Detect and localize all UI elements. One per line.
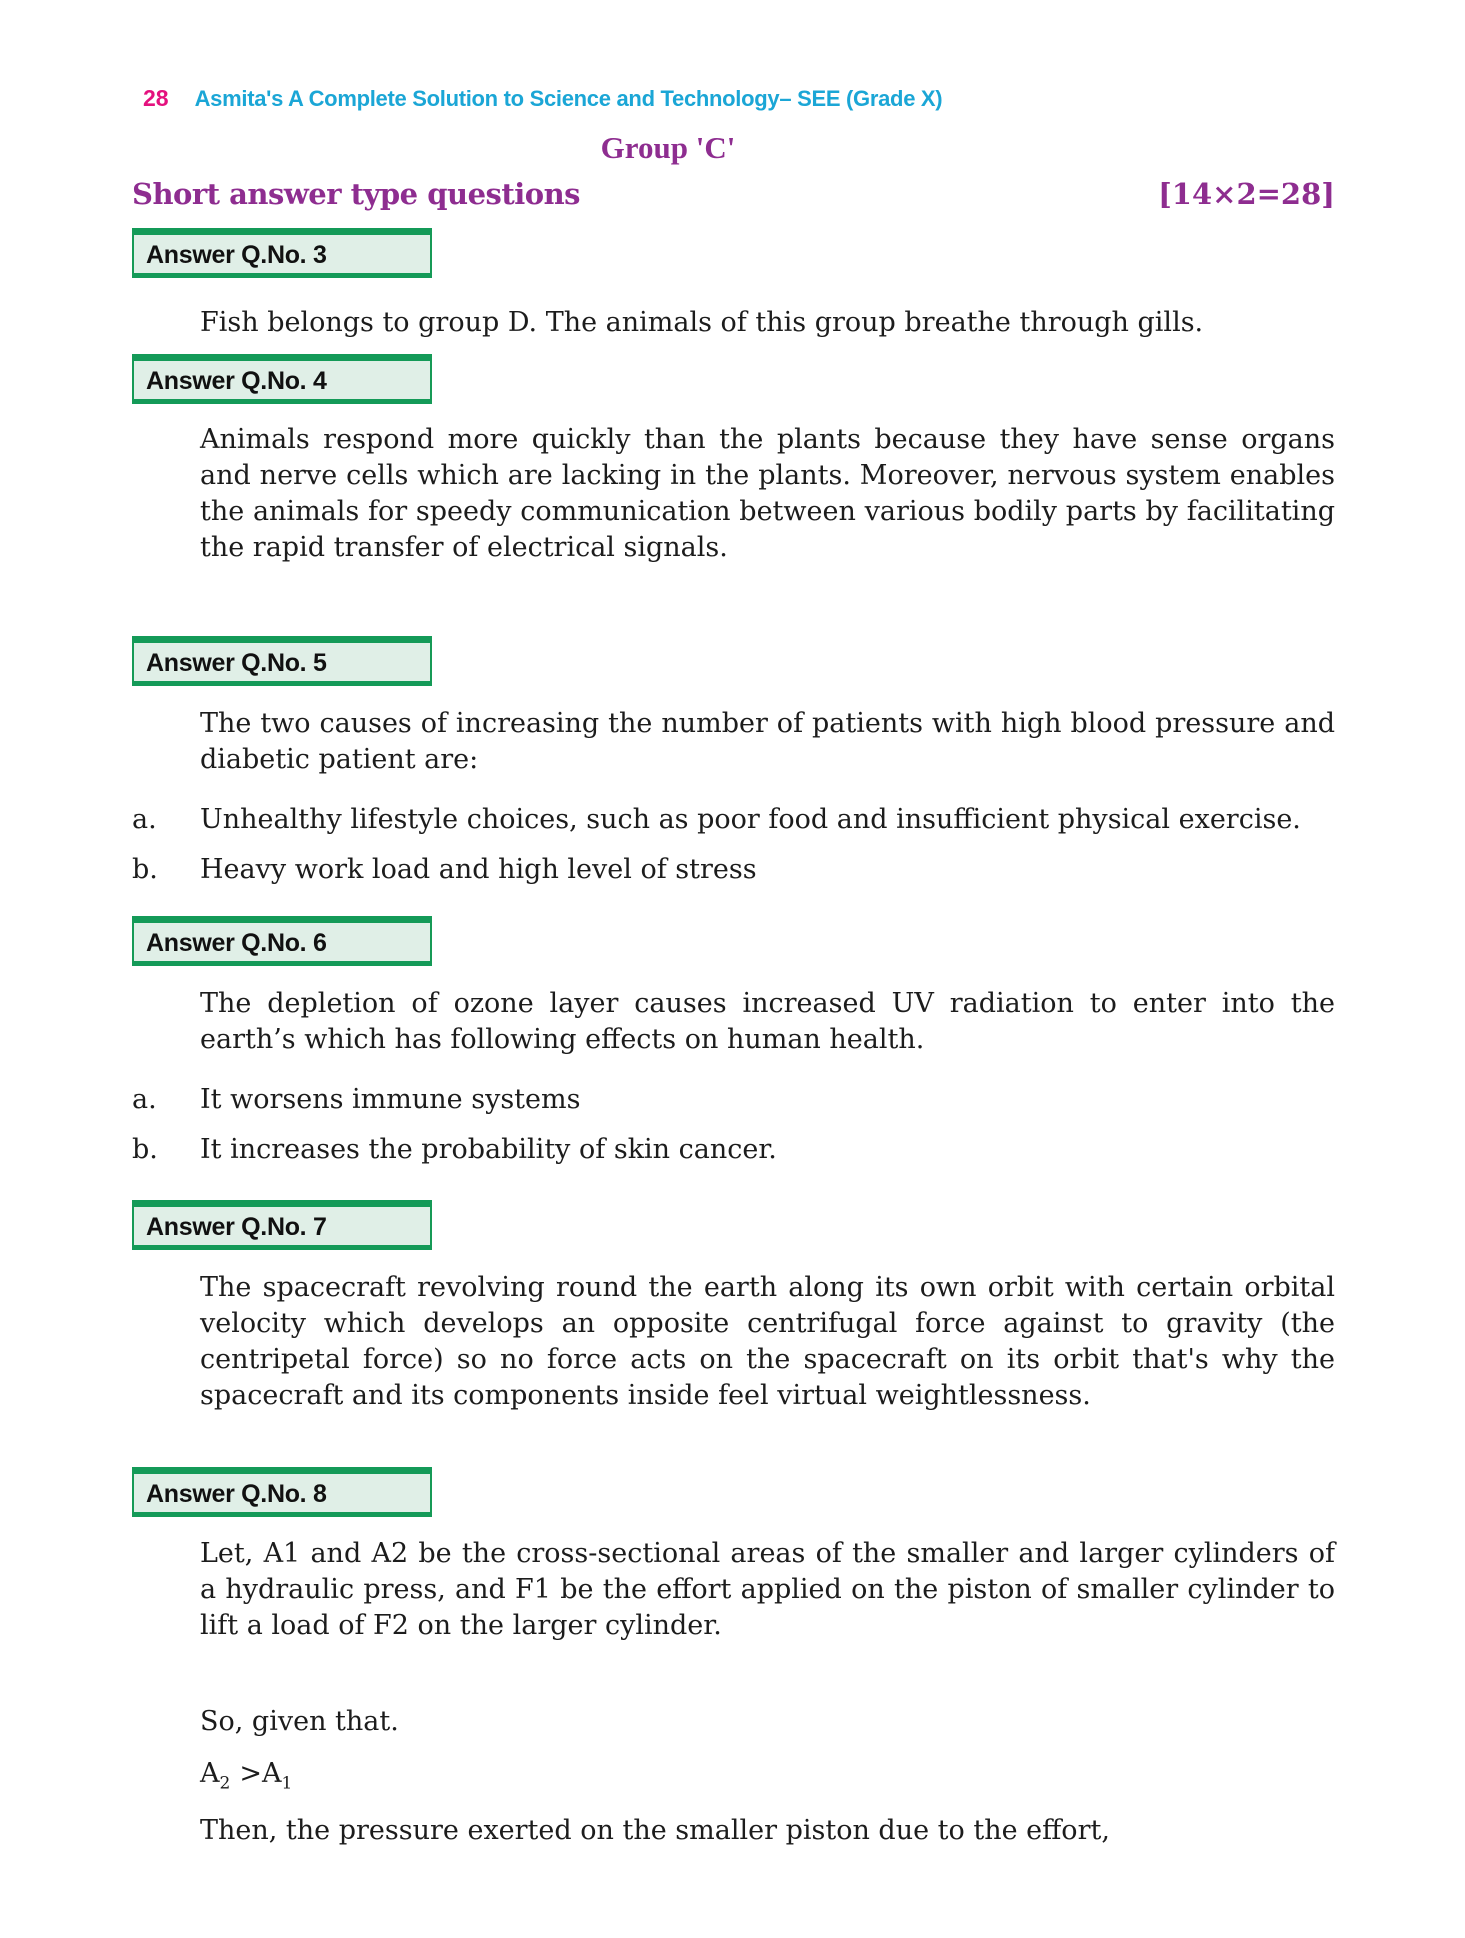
- list-item-text: Heavy work load and high level of stress: [200, 854, 757, 885]
- answer-paragraph: Then, the pressure exerted on the smaller piston due to the effort,: [200, 1815, 1110, 1847]
- answer-paragraph: Let, A1 and A2 be the cross-sectional areas of the smaller and larger cylinders of a hydraulic press, and F1 be the effort applied on the piston of smaller cylinder to lift a load of F2 on the larger cylinder.: [200, 1538, 1335, 1641]
- answer-paragraph: Fish belongs to group D. The animals of this group breathe through gills.: [200, 307, 1204, 338]
- group-heading: Group 'C': [600, 130, 736, 165]
- answer-label: Answer Q.No. 3: [146, 241, 327, 269]
- list-marker: a.: [132, 804, 157, 835]
- formula-lhs: A: [200, 1758, 220, 1789]
- answer-heading-qno-6: [132, 916, 432, 966]
- answer-paragraph: The spacecraft revolving round the earth along its own orbit with certain orbital velocity which develops an opposite centrifugal force against to gravity (the centripetal force) so no force acts on the spacecraft on its orbit that's why the spacecraft and its components inside feel virtual weightlessness.: [200, 1272, 1335, 1411]
- list-item: [132, 1132, 1335, 1168]
- list-item: [132, 852, 1335, 888]
- list-marker: b.: [132, 1134, 158, 1165]
- marks-badge: [14×2=28]: [1158, 177, 1335, 211]
- answer-heading-qno-8: [132, 1467, 432, 1517]
- list-item-text: It increases the probability of skin cancer.: [200, 1134, 777, 1165]
- formula-operator: >: [239, 1758, 262, 1789]
- formula-rhs: A: [261, 1758, 282, 1789]
- formula-lhs-subscript: 2: [219, 1773, 231, 1794]
- section-heading-row: [132, 175, 1335, 213]
- list-item-text: It worsens immune systems: [200, 1084, 581, 1115]
- answer-paragraph: The depletion of ozone layer causes increased UV radiation to enter into the earth’s which has following effects on human health.: [200, 988, 1335, 1055]
- page-content: [132, 85, 1335, 1849]
- answer-heading-qno-7: [132, 1200, 432, 1250]
- formula-line: [200, 1756, 1335, 1801]
- answer-heading-qno-4: [132, 354, 432, 404]
- formula-rhs-subscript: 1: [281, 1773, 293, 1794]
- page-number: 28: [143, 85, 169, 111]
- answer-label: Answer Q.No. 5: [146, 649, 327, 677]
- page-header: [132, 85, 1335, 111]
- answer-heading-qno-5: [132, 636, 432, 686]
- answer-paragraph: So, given that.: [200, 1706, 399, 1737]
- list-marker: b.: [132, 854, 158, 885]
- list-marker: a.: [132, 1084, 157, 1115]
- book-title: Asmita's A Complete Solution to Science and Technology– SEE (Grade X): [194, 86, 943, 111]
- list-item-text: Unhealthy lifestyle choices, such as poor food and insufficient physical exercise.: [200, 804, 1301, 835]
- answer-label: Answer Q.No. 7: [146, 1213, 327, 1241]
- answer-heading-qno-3: [132, 228, 432, 278]
- answer-label: Answer Q.No. 6: [146, 929, 327, 957]
- answer-paragraph: The two causes of increasing the number of patients with high blood pressure and diabetic patient are:: [200, 708, 1335, 775]
- list-item: [132, 1082, 1335, 1118]
- section-heading: Short answer type questions: [132, 177, 581, 211]
- answer-label: Answer Q.No. 8: [146, 1480, 327, 1508]
- list-item: [132, 802, 1335, 838]
- answer-paragraph: Animals respond more quickly than the plants because they have sense organs and nerve cells which are lacking in the plants. Moreover, nervous system enables the animals for speedy communication between various bodily parts by facilitating the rapid transfer of electrical signals.: [200, 424, 1335, 563]
- answer-label: Answer Q.No. 4: [146, 367, 327, 395]
